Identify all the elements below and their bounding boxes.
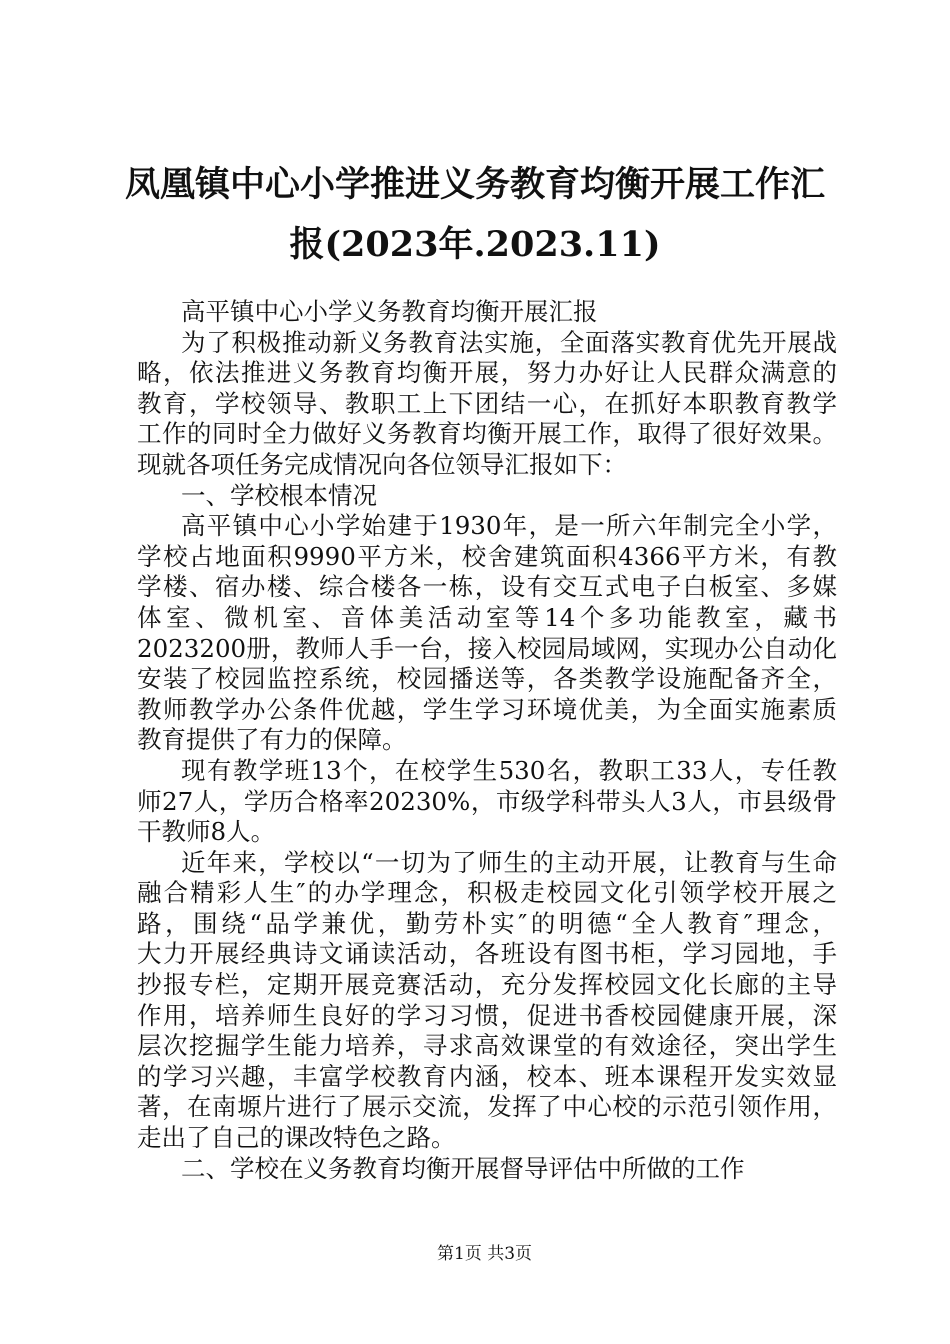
body-line: 高平镇中心小学始建于1930年，是一所六年制完全小学， bbox=[181, 511, 837, 541]
body-line: 干教师8人。 bbox=[137, 817, 276, 847]
body-line: 二、学校在义务教育均衡开展督导评估中所做的工作 bbox=[181, 1153, 745, 1183]
body-line: 著，在南塬片进行了展示交流，发挥了中心校的示范引领作用， bbox=[137, 1092, 837, 1122]
body-line: 路，围绕“品学兼优，勤劳朴实″的明德“全人教育″理念， bbox=[137, 908, 837, 938]
body-line: 教育提供了有力的保障。 bbox=[137, 725, 407, 755]
section-heading-1 bbox=[137, 481, 837, 512]
body-line: 学校占地面积9990平方米，校舍建筑面积4366平方米，有教 bbox=[137, 541, 837, 571]
paragraph-culture bbox=[137, 848, 837, 1154]
body-line: 的学习兴趣，丰富学校教育内涵，校本、班本课程开发实效显 bbox=[137, 1061, 837, 1091]
body-line: 安装了校园监控系统，校园播送等，各类教学设施配备齐全， bbox=[137, 664, 837, 694]
title-line-2: 报(2023年.2023.11) bbox=[289, 224, 661, 265]
body-line: 近年来，学校以“一切为了师生的主动开展，让教育与生命 bbox=[181, 847, 837, 877]
paragraph-staff bbox=[137, 756, 837, 848]
body-line: 大力开展经典诗文诵读活动，各班设有图书柜，学习园地，手 bbox=[137, 939, 837, 969]
body-line: 为了积极推动新义务教育法实施，全面落实教育优先开展战 bbox=[181, 327, 837, 357]
body-line: 现有教学班13个，在校学生530名，教职工33人，专任教 bbox=[181, 755, 837, 785]
paragraph-intro bbox=[137, 328, 837, 481]
body-line: 层次挖掘学生能力培养，寻求高效课堂的有效途径，突出学生 bbox=[137, 1031, 837, 1061]
document-title bbox=[0, 155, 950, 275]
document-body bbox=[137, 297, 837, 1184]
body-line: 体室、微机室、音体美活动室等14个多功能教室，藏书 bbox=[137, 602, 837, 632]
body-line: 抄报专栏，定期开展竞赛活动，充分发挥校园文化长廊的主导 bbox=[137, 970, 837, 1000]
paragraph-subtitle bbox=[137, 297, 837, 328]
body-line: 一、学校根本情况 bbox=[181, 480, 377, 510]
page-footer: 第1页 共3页 bbox=[437, 1244, 533, 1264]
body-line: 师27人，学历合格率20230%，市级学科带头人3人，市县级骨 bbox=[137, 786, 837, 816]
body-line: 教师教学办公条件优越，学生学习环境优美，为全面实施素质 bbox=[137, 694, 837, 724]
body-line: 作用，培养师生良好的学习习惯，促进书香校园健康开展，深 bbox=[137, 1000, 837, 1030]
body-line: 现就各项任务完成情况向各位领导汇报如下： bbox=[137, 449, 627, 479]
title-line-1: 凤凰镇中心小学推进义务教育均衡开展工作汇 bbox=[124, 164, 825, 205]
body-line: 学楼、宿办楼、综合楼各一栋，设有交互式电子白板室、多媒 bbox=[137, 572, 837, 602]
body-line: 2023200册，教师人手一台，接入校园局域网，实现办公自动化 bbox=[137, 633, 837, 663]
section-heading-2 bbox=[137, 1154, 837, 1185]
body-line: 略，依法推进义务教育均衡开展，努力办好让人民群众满意的 bbox=[137, 358, 837, 388]
body-line: 融合精彩人生″的办学理念，积极走校园文化引领学校开展之 bbox=[137, 878, 837, 908]
body-line: 教育，学校领导、教职工上下团结一心，在抓好本职教育教学 bbox=[137, 388, 837, 418]
body-line: 走出了自己的课改特色之路。 bbox=[137, 1123, 456, 1153]
paragraph-school-overview bbox=[137, 511, 837, 756]
body-line: 高平镇中心小学义务教育均衡开展汇报 bbox=[181, 297, 598, 326]
body-line: 工作的同时全力做好义务教育均衡开展工作，取得了很好效果。 bbox=[137, 419, 837, 449]
